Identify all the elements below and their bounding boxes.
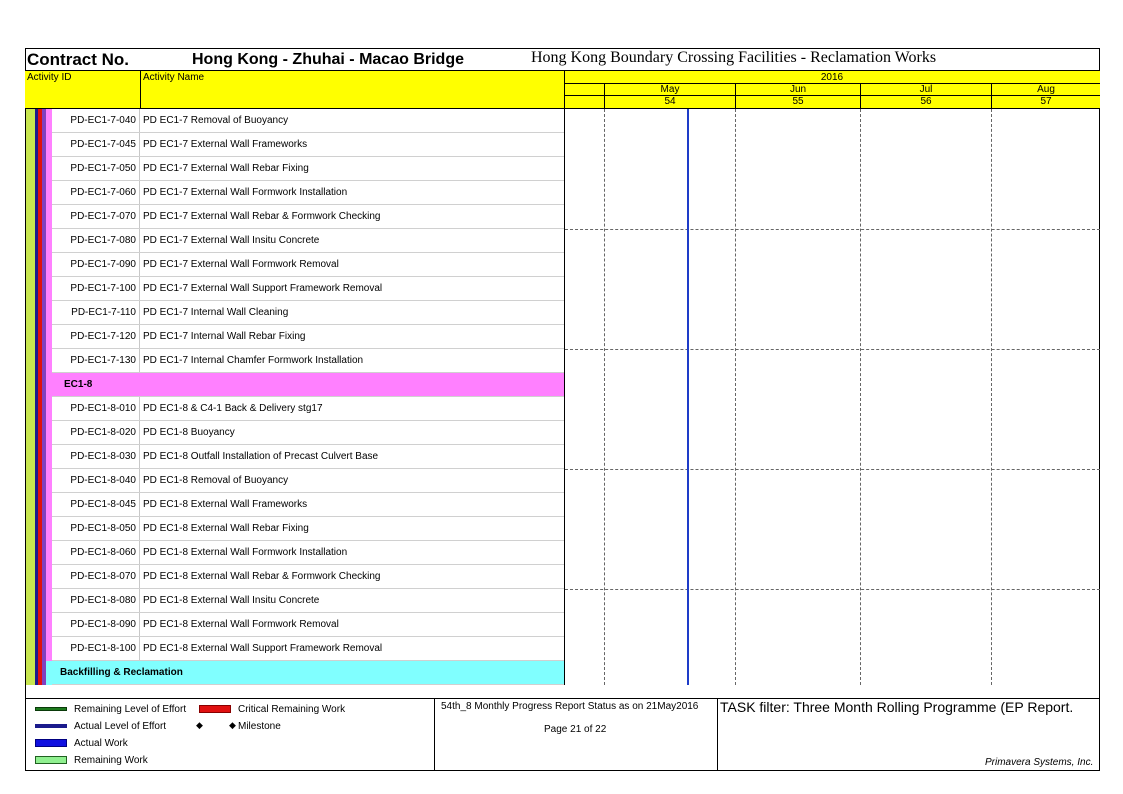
timescale-year: 2016 [564, 71, 1100, 84]
week-cell-54: 54 [604, 96, 735, 109]
activity-name: PD EC1-7 External Wall Rebar & Formwork Checking [143, 211, 381, 222]
activity-id: PD-EC1-7-045 [52, 133, 140, 156]
activity-name: PD EC1-8 External Wall Rebar Fixing [143, 523, 309, 534]
milestone-icon: ◆ [229, 720, 236, 730]
legend-milestone: Milestone [238, 721, 281, 732]
week-cell-56: 56 [860, 96, 991, 109]
project-name: Hong Kong - Zhuhai - Macao Bridge [192, 51, 464, 68]
activity-id: PD-EC1-7-070 [52, 205, 140, 228]
legend-remaining-loe: Remaining Level of Effort [74, 704, 187, 715]
activity-id: PD-EC1-8-030 [52, 445, 140, 468]
gantt-gridline-v [735, 109, 736, 685]
activity-name: PD EC1-8 External Wall Support Framework Removal [143, 643, 383, 654]
activity-name: PD EC1-7 External Wall Insitu Concrete [143, 235, 320, 246]
week-cell-57: 57 [991, 96, 1100, 109]
remaining-loe-swatch [35, 707, 67, 711]
activity-name: PD EC1-7 Removal of Buoyancy [143, 115, 289, 126]
activity-row[interactable] [52, 157, 564, 181]
activity-row[interactable] [52, 517, 564, 541]
group-label: Backfilling & Reclamation [60, 667, 183, 678]
activity-name: PD EC1-7 External Wall Support Framework Removal [143, 283, 383, 294]
gantt-gridline-h [565, 229, 1100, 230]
activity-row[interactable] [52, 205, 564, 229]
month-cell-blank [564, 84, 604, 95]
actual-loe-swatch [35, 724, 67, 728]
contract-label: Contract No. [27, 50, 129, 69]
group-row[interactable] [52, 661, 564, 685]
activity-id: PD-EC1-8-100 [52, 637, 140, 660]
activity-name: PD EC1-7 External Wall Formwork Removal [143, 259, 339, 270]
report-title: Hong Kong Boundary Crossing Facilities - Reclamation Works [531, 49, 937, 66]
activity-row[interactable] [52, 565, 564, 589]
month-cell-aug: Aug [991, 84, 1100, 95]
column-header-activity-id[interactable]: Activity ID [27, 72, 72, 83]
activity-row[interactable] [52, 421, 564, 445]
footer-divider [434, 698, 435, 771]
activity-row[interactable] [52, 493, 564, 517]
activity-row[interactable] [52, 541, 564, 565]
activity-id: PD-EC1-7-050 [52, 157, 140, 180]
activity-name: PD EC1-8 External Wall Insitu Concrete [143, 595, 320, 606]
filter-description: TASK filter: Three Month Rolling Programme (EP Report. [720, 699, 1074, 715]
activity-id: PD-EC1-7-090 [52, 253, 140, 276]
activity-row[interactable] [52, 325, 564, 349]
column-header-left [25, 71, 564, 109]
week-cell-55: 55 [735, 96, 860, 109]
activity-id: PD-EC1-7-130 [52, 349, 140, 372]
activity-row[interactable] [52, 445, 564, 469]
report-status: 54th_8 Monthly Progress Report Status as on 21May2016 [441, 701, 699, 712]
gantt-gridline-v [860, 109, 861, 685]
gantt-gridline-h [565, 469, 1100, 470]
activity-row[interactable] [52, 253, 564, 277]
activity-name: PD EC1-8 & C4-1 Back & Delivery stg17 [143, 403, 323, 414]
actual-work-swatch [35, 739, 67, 747]
activity-name: PD EC1-7 Internal Wall Rebar Fixing [143, 331, 306, 342]
month-cell-jul: Jul [860, 84, 991, 95]
activity-row[interactable] [52, 277, 564, 301]
activity-row[interactable] [52, 349, 564, 373]
activity-name: PD EC1-8 External Wall Formwork Removal [143, 619, 339, 630]
gantt-area [564, 109, 1100, 685]
critical-remaining-swatch [199, 705, 231, 713]
activity-row[interactable] [52, 301, 564, 325]
activity-row[interactable] [52, 109, 564, 133]
activity-id: PD-EC1-8-045 [52, 493, 140, 516]
gantt-gridline-v [604, 109, 605, 685]
vendor-credit: Primavera Systems, Inc. [985, 757, 1094, 768]
activity-name: PD EC1-7 External Wall Frameworks [143, 139, 308, 150]
legend-actual-loe: Actual Level of Effort [74, 721, 167, 732]
timescale-months [564, 84, 1100, 96]
column-header-separator [140, 71, 141, 109]
activity-row[interactable] [52, 637, 564, 661]
activity-name: PD EC1-8 External Wall Frameworks [143, 499, 308, 510]
activity-name: PD EC1-7 External Wall Rebar Fixing [143, 163, 309, 174]
month-cell-jun: Jun [735, 84, 860, 95]
week-cell-blank [564, 96, 604, 109]
activity-id: PD-EC1-7-100 [52, 277, 140, 300]
activity-row[interactable] [52, 589, 564, 613]
activity-row[interactable] [52, 613, 564, 637]
group-label: EC1-8 [64, 379, 93, 390]
legend-critical-remaining: Critical Remaining Work [238, 704, 346, 715]
data-date-line [687, 109, 689, 685]
legend-remaining-work: Remaining Work [74, 755, 148, 766]
activity-id: PD-EC1-8-010 [52, 397, 140, 420]
activity-id: PD-EC1-7-040 [52, 109, 140, 132]
remaining-work-swatch [35, 756, 67, 764]
activity-row[interactable] [52, 469, 564, 493]
footer-divider [717, 698, 718, 771]
activity-id: PD-EC1-8-040 [52, 469, 140, 492]
page-number: Page 21 of 22 [544, 724, 607, 735]
activity-name: PD EC1-8 Outfall Installation of Precast Culvert Base [143, 451, 379, 462]
legend-actual-work: Actual Work [74, 738, 128, 749]
activity-row[interactable] [52, 229, 564, 253]
activity-name: PD EC1-8 External Wall Formwork Installation [143, 547, 348, 558]
activity-name: PD EC1-7 External Wall Formwork Installation [143, 187, 348, 198]
activity-id: PD-EC1-7-120 [52, 325, 140, 348]
activity-name: PD EC1-7 Internal Chamfer Formwork Installation [143, 355, 364, 366]
activity-id: PD-EC1-8-090 [52, 613, 140, 636]
timescale-weeks [564, 96, 1100, 109]
activity-id: PD-EC1-7-080 [52, 229, 140, 252]
activity-id: PD-EC1-8-050 [52, 517, 140, 540]
activity-row[interactable] [52, 181, 564, 205]
activity-id: PD-EC1-8-080 [52, 589, 140, 612]
group-row[interactable] [52, 373, 564, 397]
activity-id: PD-EC1-7-060 [52, 181, 140, 204]
activity-id: PD-EC1-8-020 [52, 421, 140, 444]
activity-name: PD EC1-8 Removal of Buoyancy [143, 475, 289, 486]
wbs-stripe-green [26, 109, 35, 685]
gantt-gridline-h [565, 349, 1100, 350]
activity-row[interactable] [52, 397, 564, 421]
activity-row[interactable] [52, 133, 564, 157]
gantt-gridline-v [991, 109, 992, 685]
column-header-activity-name[interactable]: Activity Name [143, 72, 205, 83]
activity-id: PD-EC1-7-110 [52, 301, 140, 324]
activity-name: PD EC1-8 Buoyancy [143, 427, 235, 438]
month-cell-may: May [604, 84, 735, 95]
activity-id: PD-EC1-8-060 [52, 541, 140, 564]
activity-name: PD EC1-7 Internal Wall Cleaning [143, 307, 289, 318]
milestone-icon: ◆ [196, 720, 203, 730]
activity-name: PD EC1-8 External Wall Rebar & Formwork Checking [143, 571, 381, 582]
gantt-gridline-h [565, 589, 1100, 590]
activity-id: PD-EC1-8-070 [52, 565, 140, 588]
